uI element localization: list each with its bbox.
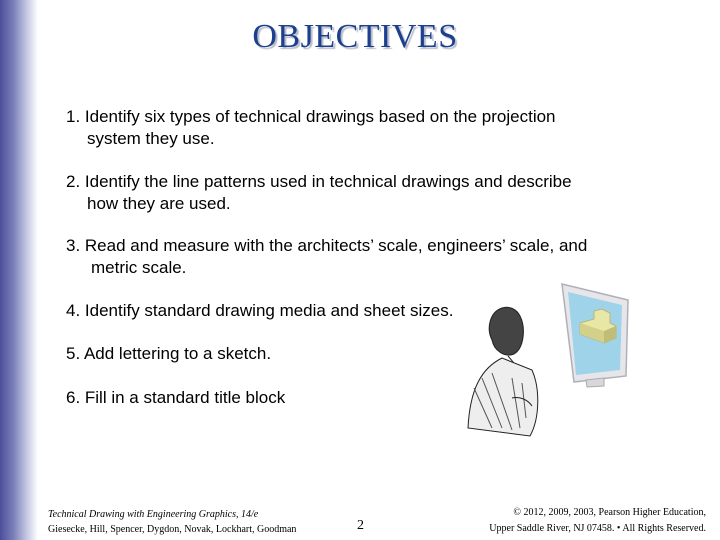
page-number: 2 xyxy=(357,518,364,533)
footer-copyright xyxy=(489,505,706,537)
objective-text: 3. Read and measure with the architects’ scale, engineers’ scale, and xyxy=(66,236,588,255)
objective-1 xyxy=(66,106,556,150)
objective-4: 4. Identify standard drawing media and sheet sizes. xyxy=(66,301,454,320)
copyright-line-2: Upper Saddle River, NJ 07458. • All Rights Reserved. xyxy=(489,523,706,534)
objective-text-cont: how they are used. xyxy=(87,194,231,213)
book-title: Technical Drawing with Engineering Graphics, 14/e xyxy=(48,509,259,520)
person-at-computer-illustration xyxy=(462,278,632,438)
objective-3 xyxy=(66,235,587,279)
objective-text-cont: metric scale. xyxy=(91,258,187,277)
objective-text: 1. Identify six types of technical drawings based on the projection xyxy=(66,107,556,126)
slide-side-gradient-bar xyxy=(0,0,38,540)
book-authors: Giesecke, Hill, Spencer, Dygdon, Novak, Lockhart, Goodman xyxy=(48,524,297,535)
person-sketch-icon xyxy=(468,307,538,436)
objective-6: 6. Fill in a standard title block xyxy=(66,388,286,407)
copyright-line-1: © 2012, 2009, 2003, Pearson Higher Education, xyxy=(513,507,706,518)
footer-citation xyxy=(48,507,296,537)
slide-title: OBJECTIVES xyxy=(252,18,458,55)
monitor-icon xyxy=(562,284,628,387)
objective-text-cont: system they use. xyxy=(87,129,215,148)
objective-text: 2. Identify the line patterns used in technical drawings and describe xyxy=(66,172,572,191)
objective-2 xyxy=(66,171,572,215)
objective-5: 5. Add lettering to a sketch. xyxy=(66,344,272,363)
